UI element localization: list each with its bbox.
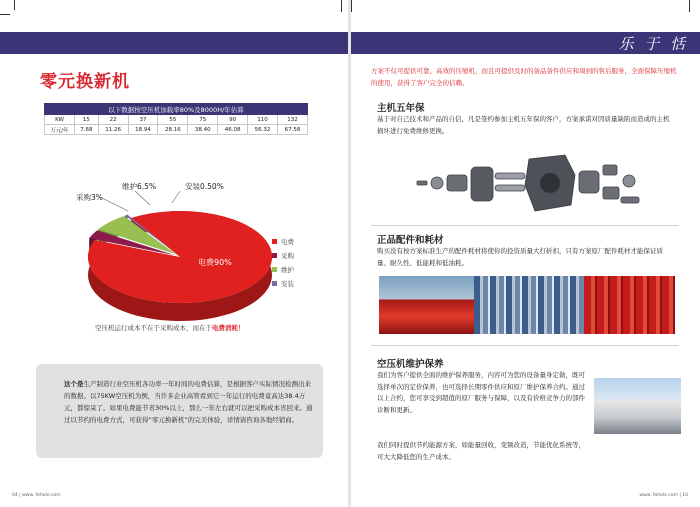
- table-row: [45, 125, 308, 135]
- filter-photo: [379, 276, 474, 334]
- table-cell: 110: [248, 115, 278, 125]
- table-cell: 75: [188, 115, 218, 125]
- section-text-parts: 购买没有按方案标准生产的配件耗材将使你的投资质量大打折扣，只有方案原厂配件耗材才能保证质量、耐久性、低能耗和低油耗。: [377, 247, 663, 267]
- crop-mark: [351, 0, 352, 12]
- section-title-parts: 正品配件和耗材: [377, 235, 444, 246]
- divider: [371, 225, 679, 226]
- page-footer: 04 | www. fehole.com: [12, 493, 61, 498]
- section-title-maintenance: 空压机维护保养: [377, 359, 444, 370]
- compressor-parts-image: [415, 145, 643, 225]
- page-title: 零元换新机: [40, 72, 130, 92]
- table-cell: 18.94: [128, 125, 158, 135]
- leader-line: [135, 191, 150, 205]
- row-header: 万元/年: [45, 125, 75, 135]
- leader-line: [172, 191, 180, 203]
- brand-logo: 乐 于 恬: [618, 35, 688, 53]
- parts-photos: [379, 276, 675, 334]
- table-cell: 11.26: [98, 125, 128, 135]
- legend-label: 安装: [281, 279, 294, 288]
- legend-item: [272, 248, 294, 262]
- table-row: [45, 115, 308, 125]
- legend-label: 维护: [281, 265, 294, 274]
- crop-mark: [689, 0, 690, 12]
- warehouse-photo: [474, 276, 584, 334]
- legend-swatch: [272, 239, 277, 244]
- header-band: [351, 32, 700, 54]
- table-cell: 90: [218, 115, 248, 125]
- chart-legend: [272, 234, 294, 290]
- legend-swatch: [272, 253, 277, 258]
- table-cell: 55: [158, 115, 188, 125]
- info-box-text: [64, 378, 314, 426]
- table-cell: 15: [75, 115, 99, 125]
- pie-caption: [95, 323, 245, 332]
- page-footer: www. fehole.com | 10: [639, 493, 688, 498]
- table-cell: 56.32: [248, 125, 278, 135]
- pie-data-label: 维护6.5%: [122, 182, 157, 191]
- section-text-maintenance: 我们为客户提供全面的维护保养服务，内容可为您的设备量身定做，既可选择单次的定价保养，也可选择长期零件供应和原厂维护保养合约。通过以上合约，您可享受到超值的原厂服务与保障，以及有价格竞争力的部件诊断和更新。: [377, 371, 585, 414]
- right-page: [351, 0, 700, 507]
- power-cost-table: [44, 103, 308, 135]
- section-title-warranty: 主机五年保: [377, 103, 425, 114]
- crop-mark: [341, 0, 342, 12]
- info-box: [36, 364, 323, 458]
- legend-label: 电费: [281, 237, 294, 246]
- pie-data-label: 安装0.50%: [185, 182, 224, 191]
- info-box-lead: 这个是: [64, 380, 84, 388]
- table-cell: 38.40: [188, 125, 218, 135]
- pie-caption-emphasis: 电费消耗: [212, 324, 238, 332]
- table-cell: 22: [98, 115, 128, 125]
- legend-swatch: [272, 267, 277, 272]
- left-page: [0, 0, 348, 507]
- table-cell: 28.16: [158, 125, 188, 135]
- leader-line: [100, 197, 128, 211]
- legend-item: [272, 276, 294, 290]
- row-header: KW: [45, 115, 75, 125]
- table-cell: 132: [278, 115, 308, 125]
- pie-caption-prefix: 空压机运行成本不在于采购成本，而在于: [95, 324, 212, 332]
- table-cell: 67.58: [278, 125, 308, 135]
- table-cell: 37: [128, 115, 158, 125]
- pie-caption-suffix: ！: [238, 324, 245, 332]
- legend-item: [272, 262, 294, 276]
- intro-text: 方案不仅可提供可靠、高效的压缩机，而且可提供及时的备品备件供应和周到的售后服务，全面保障压缩机的使用，获得了客户完全的信赖。: [371, 67, 677, 87]
- table-caption: 以下数据按空压机加载率80%及8000H/年估算: [45, 104, 308, 115]
- section-text-energy: 我们同时提供节约能源方案，如能量回收，变频改造，节能优化系统等，可大大降低您的生产成本。: [377, 441, 585, 461]
- info-box-body: 生产制造行业空压机各功率一年时间的电费估算，是根据客户实际情况检测出来的数据。以75KW空压机为例，当许多企业高管看到它一年运行的电费竟高达38.4万元，都惊呆了。如果电费能节省30%以上，那么一年左右就可以把采购成本省回来。通过以节约的电费方式，可获得“零元换新机”的完美体验，详情请咨询各地经销商。: [64, 380, 313, 424]
- legend-label: 采购: [281, 251, 294, 260]
- table-cell: 46.08: [218, 125, 248, 135]
- section-text-warranty: 基于对自己技术和产品的自信，凡是签约参加主机五年保的客户，方案承诺对因质量缺陷而造成的主机损坏进行免费维修更换。: [377, 115, 670, 135]
- divider: [371, 345, 679, 346]
- pie-data-label: 采购3%: [76, 193, 103, 202]
- header-band: [0, 32, 348, 54]
- crop-mark: [14, 0, 15, 10]
- service-building-photo: [594, 378, 681, 434]
- crop-mark: [0, 14, 10, 15]
- oil-drums-photo: [584, 276, 675, 334]
- legend-item: [272, 234, 294, 248]
- pie-data-label: 电费90%: [198, 258, 232, 267]
- legend-swatch: [272, 281, 277, 286]
- table-cell: 7.68: [75, 125, 99, 135]
